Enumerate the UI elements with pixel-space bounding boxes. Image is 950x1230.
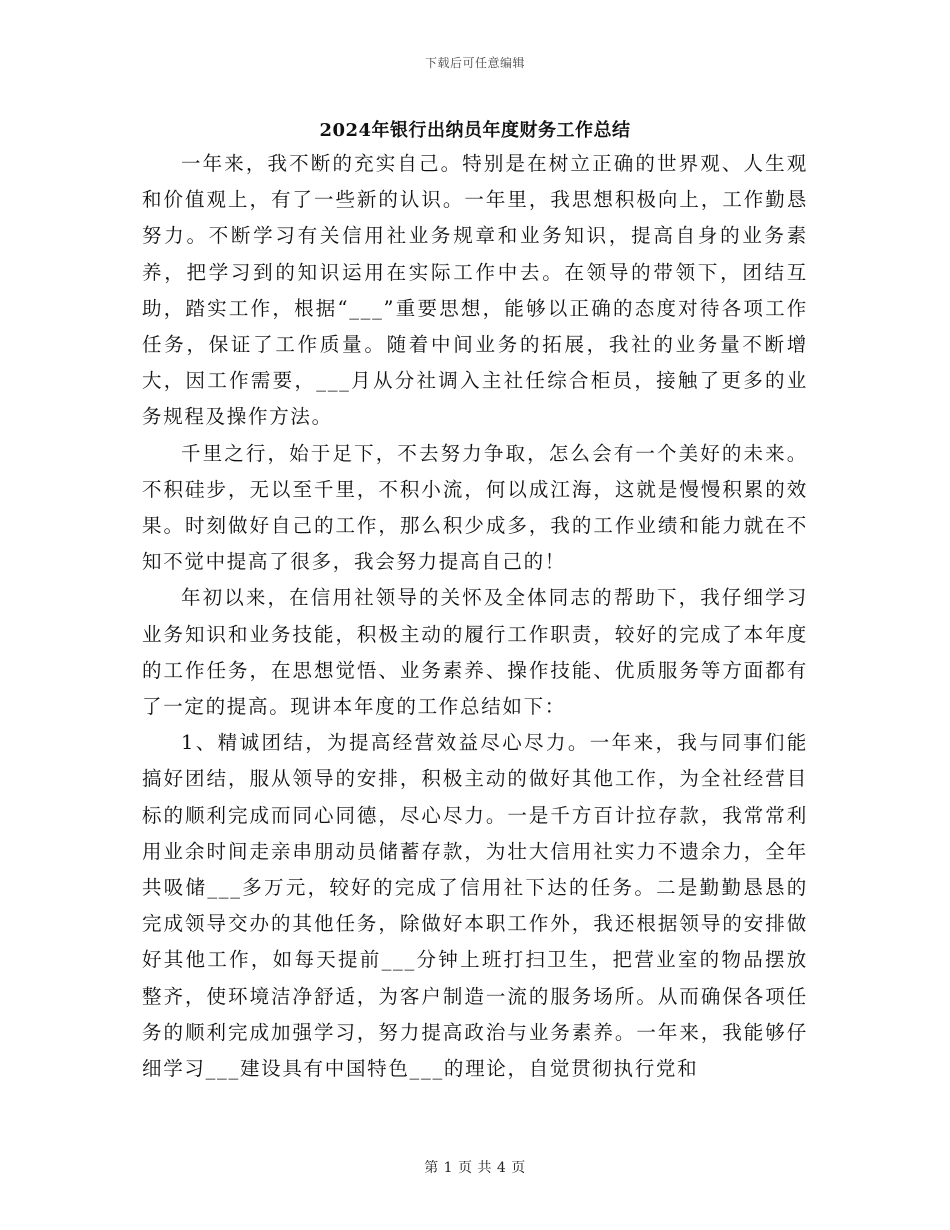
paragraph: 1、精诚团结，为提高经营效益尽心尽力。一年来，我与同事们能搞好团结，服从领导的安排，积极主动的做好其他工作，为全社经营目标的顺利完成而同心同德，尽心尽力。一是千方百计拉存款，我常常利用业余时间走亲串朋动员储蓄存款，为壮大信用社实力不遗余力，全年共吸储___多万元，较好的完成了信用社下达的任务。二是勤勤恳恳的完成领导交办的其他任务，除做好本职工作外，我还根据领导的安排做好其他工作，如每天提前___分钟上班打扫卫生，把营业室的物品摆放整齐，使环境洁净舒适，为客户制造一流的服务场所。从而确保各项任务的顺利完成加强学习，努力提高政治与业务素养。一年来，我能够仔细学习___建设具有中国特色___的理论，自觉贯彻执行党和 <box>142 731 808 1081</box>
paragraph: 一年来，我不断的充实自己。特别是在树立正确的世界观、人生观和价值观上，有了一些新的认识。一年里，我思想积极向上，工作勤恳努力。不断学习有关信用社业务规章和业务知识，提高自身的业务素养，把学习到的知识运用在实际工作中去。在领导的带领下，团结互助，踏实工作，根据“___”重要思想，能够以正确的态度对待各项工作任务，保证了工作质量。随着中间业务的拓展，我社的业务量不断增大，因工作需要，___月从分社调入主社任综合柜员，接触了更多的业务规程及操作方法。 <box>142 152 808 429</box>
document-title: 2024年银行出纳员年度财务工作总结 <box>319 120 631 141</box>
page-header-note: 下载后可任意编辑 <box>424 56 525 70</box>
paragraph: 年初以来，在信用社领导的关怀及全体同志的帮助下，我仔细学习业务知识和业务技能，积极主动的履行工作职责，较好的完成了本年度的工作任务，在思想觉悟、业务素养、操作技能、优质服务等方面都有了一定的提高。现讲本年度的工作总结如下： <box>142 586 808 719</box>
page-number: 第 1 页 共 4 页 <box>424 1160 526 1176</box>
paragraph: 千里之行，始于足下，不去努力争取，怎么会有一个美好的未来。不积硅步，无以至千里，不积小流，何以成江海，这就是慢慢积累的效果。时刻做好自己的工作，那么积少成多，我的工作业绩和能力就在不知不觉中提高了很多，我会努力提高自己的！ <box>142 441 808 574</box>
document-body <box>142 146 808 1087</box>
